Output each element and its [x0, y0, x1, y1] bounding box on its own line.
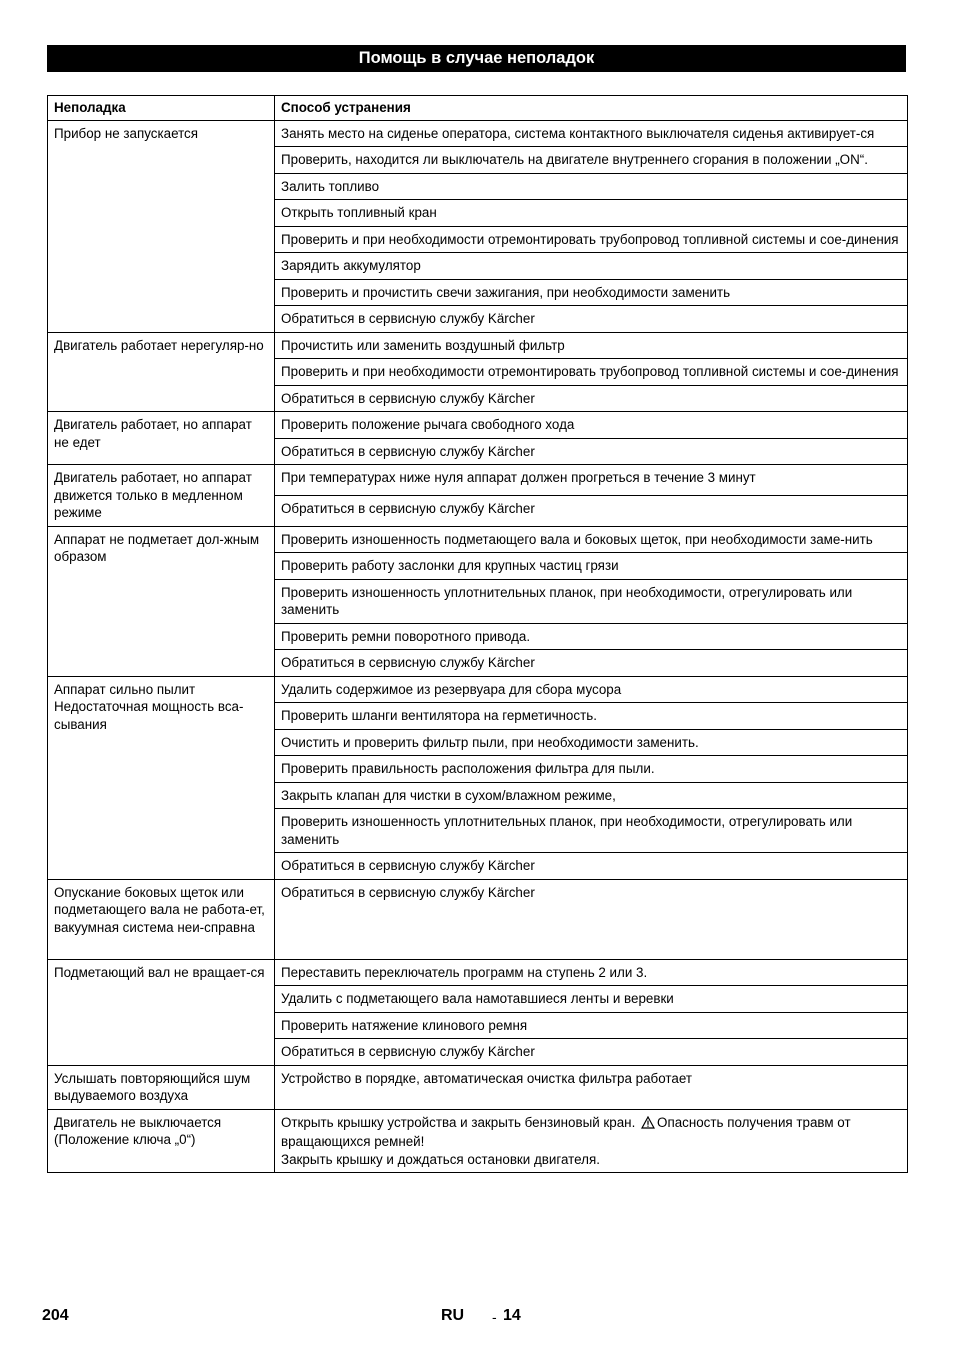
solution-cell: Закрыть клапан для чистки в сухом/влажном режиме,	[275, 782, 908, 809]
solution-cell: Проверить работу заслонки для крупных частиц грязи	[275, 553, 908, 580]
solution-cell: Проверить натяжение клинового ремня	[275, 1012, 908, 1039]
problem-text: Двигатель работает, но аппарат не едет	[54, 417, 252, 450]
table-row	[48, 879, 908, 959]
solution-cell: Удалить содержимое из резервуара для сбора мусора	[275, 676, 908, 703]
solution-cell: Проверить, находится ли выключатель на двигателе внутреннего сгорания в положении „ON“.	[275, 147, 908, 174]
solution-cell: Проверить правильность расположения фильтра для пыли.	[275, 756, 908, 783]
problem-cell	[48, 676, 275, 879]
table-row	[48, 676, 908, 703]
solution-text: Закрыть крышку и дождаться остановки двигателя.	[281, 1151, 600, 1167]
warning-triangle-icon	[641, 1116, 655, 1134]
page-number: 204	[42, 1307, 69, 1324]
troubleshooting-table	[47, 95, 908, 1173]
solution-cell: Занять место на сиденье оператора, система контактного выключателя сиденья активирует-ся	[275, 120, 908, 147]
section-title-banner	[47, 45, 906, 72]
problem-text: Подметающий вал не вращает-ся	[54, 964, 265, 980]
problem-text: Аппарат не подметает дол-жным образом	[54, 531, 260, 564]
problem-text: Двигатель работает, но аппарат движется только в медленном режиме	[54, 470, 252, 520]
section-title: Помощь в случае неполадок	[358, 49, 595, 67]
problem-cell	[48, 332, 275, 412]
sub-page-number: 14	[503, 1307, 521, 1324]
problem-text: Двигатель не выключается (Положение ключа „0“)	[54, 1114, 222, 1147]
table-row	[48, 1065, 908, 1109]
solution-cell: Зарядить аккумулятор	[275, 253, 908, 280]
solution-cell: Удалить с подметающего вала намотавшиеся ленты и веревки	[275, 986, 908, 1013]
table-row	[48, 412, 908, 439]
problem-text: Аппарат сильно пылит	[54, 681, 196, 697]
problem-text: Двигатель работает нерегуляр-но	[54, 337, 264, 353]
problem-cell	[48, 526, 275, 676]
column-header-problem: Неполадка	[48, 96, 275, 121]
solution-cell: Обратиться в сервисную службу Kärcher	[275, 306, 908, 333]
solution-cell: При температурах ниже нуля аппарат должен прогреться в течение 3 минут	[275, 465, 908, 496]
problem-cell	[48, 120, 275, 332]
solution-cell: Устройство в порядке, автоматическая очистка фильтра работает	[275, 1065, 908, 1109]
solution-cell: Переставить переключатель программ на ступень 2 или 3.	[275, 959, 908, 986]
solution-cell: Проверить шланги вентилятора на герметичность.	[275, 703, 908, 730]
solution-cell	[275, 1109, 908, 1173]
table-header-row	[48, 96, 908, 121]
solution-cell: Открыть топливный кран	[275, 200, 908, 227]
table-row	[48, 120, 908, 147]
solution-text: Опасность получения травм от вращающихся ремней!	[281, 1114, 851, 1149]
solution-cell: Обратиться в сервисную службу Kärcher	[275, 495, 908, 526]
problem-text: Прибор не запускается	[54, 125, 199, 141]
solution-cell: Залить топливо	[275, 173, 908, 200]
solution-cell: Проверить и прочистить свечи зажигания, при необходимости заменить	[275, 279, 908, 306]
solution-cell: Проверить и при необходимости отремонтировать трубопровод топливной системы и сое-динения	[275, 359, 908, 386]
solution-cell: Обратиться в сервисную службу Kärcher	[275, 1039, 908, 1066]
problem-cell	[48, 959, 275, 1065]
table-row	[48, 959, 908, 986]
problem-cell	[48, 465, 275, 527]
solution-cell: Обратиться в сервисную службу Kärcher	[275, 438, 908, 465]
table-row	[48, 332, 908, 359]
problem-cell	[48, 1065, 275, 1109]
solution-cell: Обратиться в сервисную службу Kärcher	[275, 650, 908, 677]
problem-text: Опускание боковых щеток или подметающего вала не работа-ет, вакуумная система неи-справна	[54, 884, 265, 935]
column-header-solution: Способ устранения	[275, 96, 908, 121]
solution-text: Открыть крышку устройства и закрыть бензиновый кран.	[281, 1114, 636, 1130]
problem-cell	[48, 879, 275, 959]
solution-cell: Обратиться в сервисную службу Kärcher	[275, 879, 908, 959]
language-code: RU	[441, 1307, 465, 1324]
solution-cell: Проверить изношенность уплотнительных планок, при необходимости, отрегулировать или заменить	[275, 579, 908, 623]
table-row	[48, 526, 908, 553]
solution-cell: Проверить ремни поворотного привода.	[275, 623, 908, 650]
table-body	[48, 120, 908, 1173]
solution-cell: Проверить изношенность подметающего вала и боковых щеток, при необходимости заме-нить	[275, 526, 908, 553]
page-separator: -	[492, 1309, 497, 1325]
solution-cell: Проверить и при необходимости отремонтировать трубопровод топливной системы и сое-динения	[275, 226, 908, 253]
solution-cell: Проверить положение рычага свободного хода	[275, 412, 908, 439]
solution-cell: Обратиться в сервисную службу Kärcher	[275, 385, 908, 412]
table-row	[48, 465, 908, 496]
solution-cell: Проверить изношенность уплотнительных планок, при необходимости, отрегулировать или заменить	[275, 809, 908, 853]
problem-cell	[48, 412, 275, 465]
table-row	[48, 1109, 908, 1173]
solution-cell: Прочистить или заменить воздушный фильтр	[275, 332, 908, 359]
problem-cell	[48, 1109, 275, 1173]
problem-text: Услышать повторяющийся шум выдуваемого воздуха	[54, 1070, 251, 1103]
problem-text: Недостаточная мощность вса-сывания	[54, 699, 244, 732]
solution-cell: Обратиться в сервисную службу Kärcher	[275, 853, 908, 880]
solution-cell: Очистить и проверить фильтр пыли, при необходимости заменить.	[275, 729, 908, 756]
